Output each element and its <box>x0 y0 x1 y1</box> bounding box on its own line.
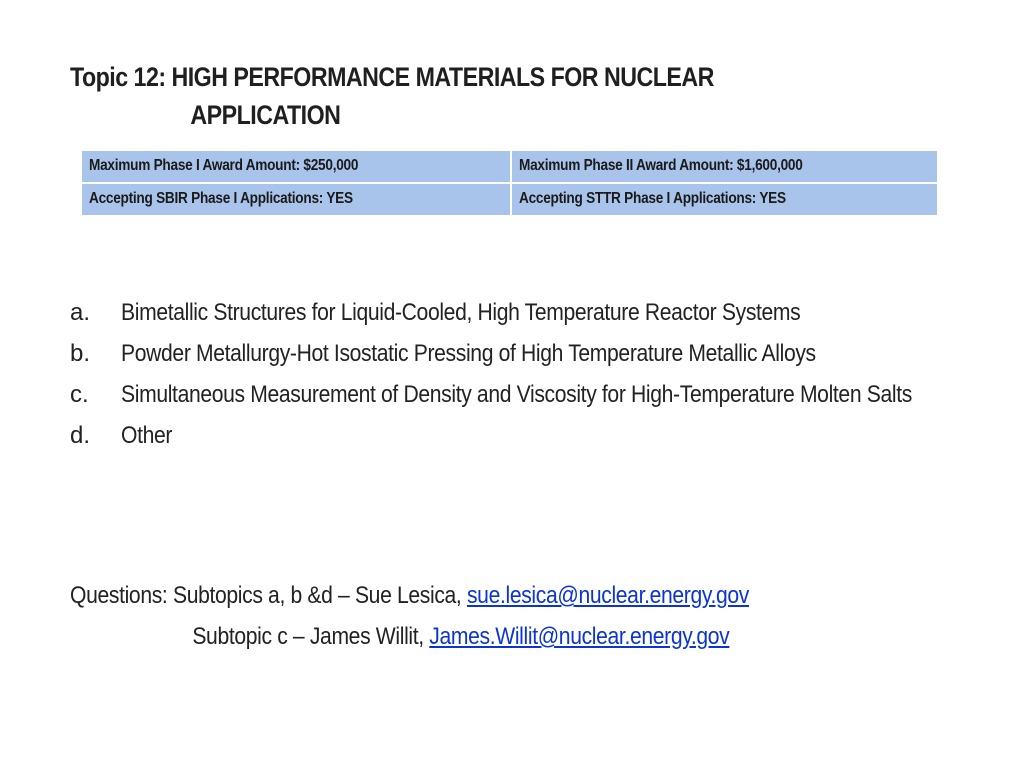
sbir-accepting-text: Accepting SBIR Phase I Applications: YES <box>89 190 353 207</box>
subtopic-b-text: Powder Metallurgy-Hot Isostatic Pressing of High Temperature Metallic Alloys <box>121 340 816 367</box>
questions-line-1-text: Questions: Subtopics a, b &d – Sue Lesica, <box>70 582 467 609</box>
questions-line-1 <box>70 575 749 616</box>
subtopic-c-text: Simultaneous Measurement of Density and Viscosity for High-Temperature Molten Salts <box>121 381 912 408</box>
phase-1-award-text: Maximum Phase I Award Amount: $250,000 <box>89 157 359 174</box>
list-marker: d. <box>70 422 91 449</box>
list-marker: a. <box>70 299 91 326</box>
list-marker: b. <box>70 340 91 367</box>
phase-1-award-cell <box>81 150 511 183</box>
award-info-table <box>80 149 939 217</box>
questions-line-2-text: Subtopic c – James Willit, <box>192 623 430 650</box>
list-item <box>70 419 970 453</box>
sttr-accepting-cell <box>511 183 938 216</box>
subtopic-a-text: Bimetallic Structures for Liquid-Cooled, High Temperature Reactor Systems <box>121 299 801 326</box>
subtopic-d-text: Other <box>121 422 173 449</box>
questions-line-2 <box>70 616 749 657</box>
list-item <box>70 378 970 412</box>
title-line-1: Topic 12: HIGH PERFORMANCE MATERIALS FOR NUCLEAR <box>70 62 714 92</box>
list-marker: c. <box>70 381 89 408</box>
sttr-accepting-text: Accepting STTR Phase I Applications: YES <box>519 190 786 207</box>
table-row <box>81 150 938 183</box>
list-item <box>70 337 970 371</box>
page-title <box>70 58 844 134</box>
list-item <box>70 296 970 330</box>
phase-2-award-cell <box>511 150 938 183</box>
phase-2-award-text: Maximum Phase II Award Amount: $1,600,000 <box>519 157 803 174</box>
subtopic-list <box>70 296 970 460</box>
james-willit-email-link[interactable]: James.Willit@nuclear.energy.gov <box>429 623 730 650</box>
sbir-accepting-cell <box>81 183 511 216</box>
table-row <box>81 183 938 216</box>
title-line-2: APPLICATION <box>190 100 341 130</box>
questions-contact <box>70 575 749 657</box>
sue-lesica-email-link[interactable]: sue.lesica@nuclear.energy.gov <box>466 582 750 609</box>
